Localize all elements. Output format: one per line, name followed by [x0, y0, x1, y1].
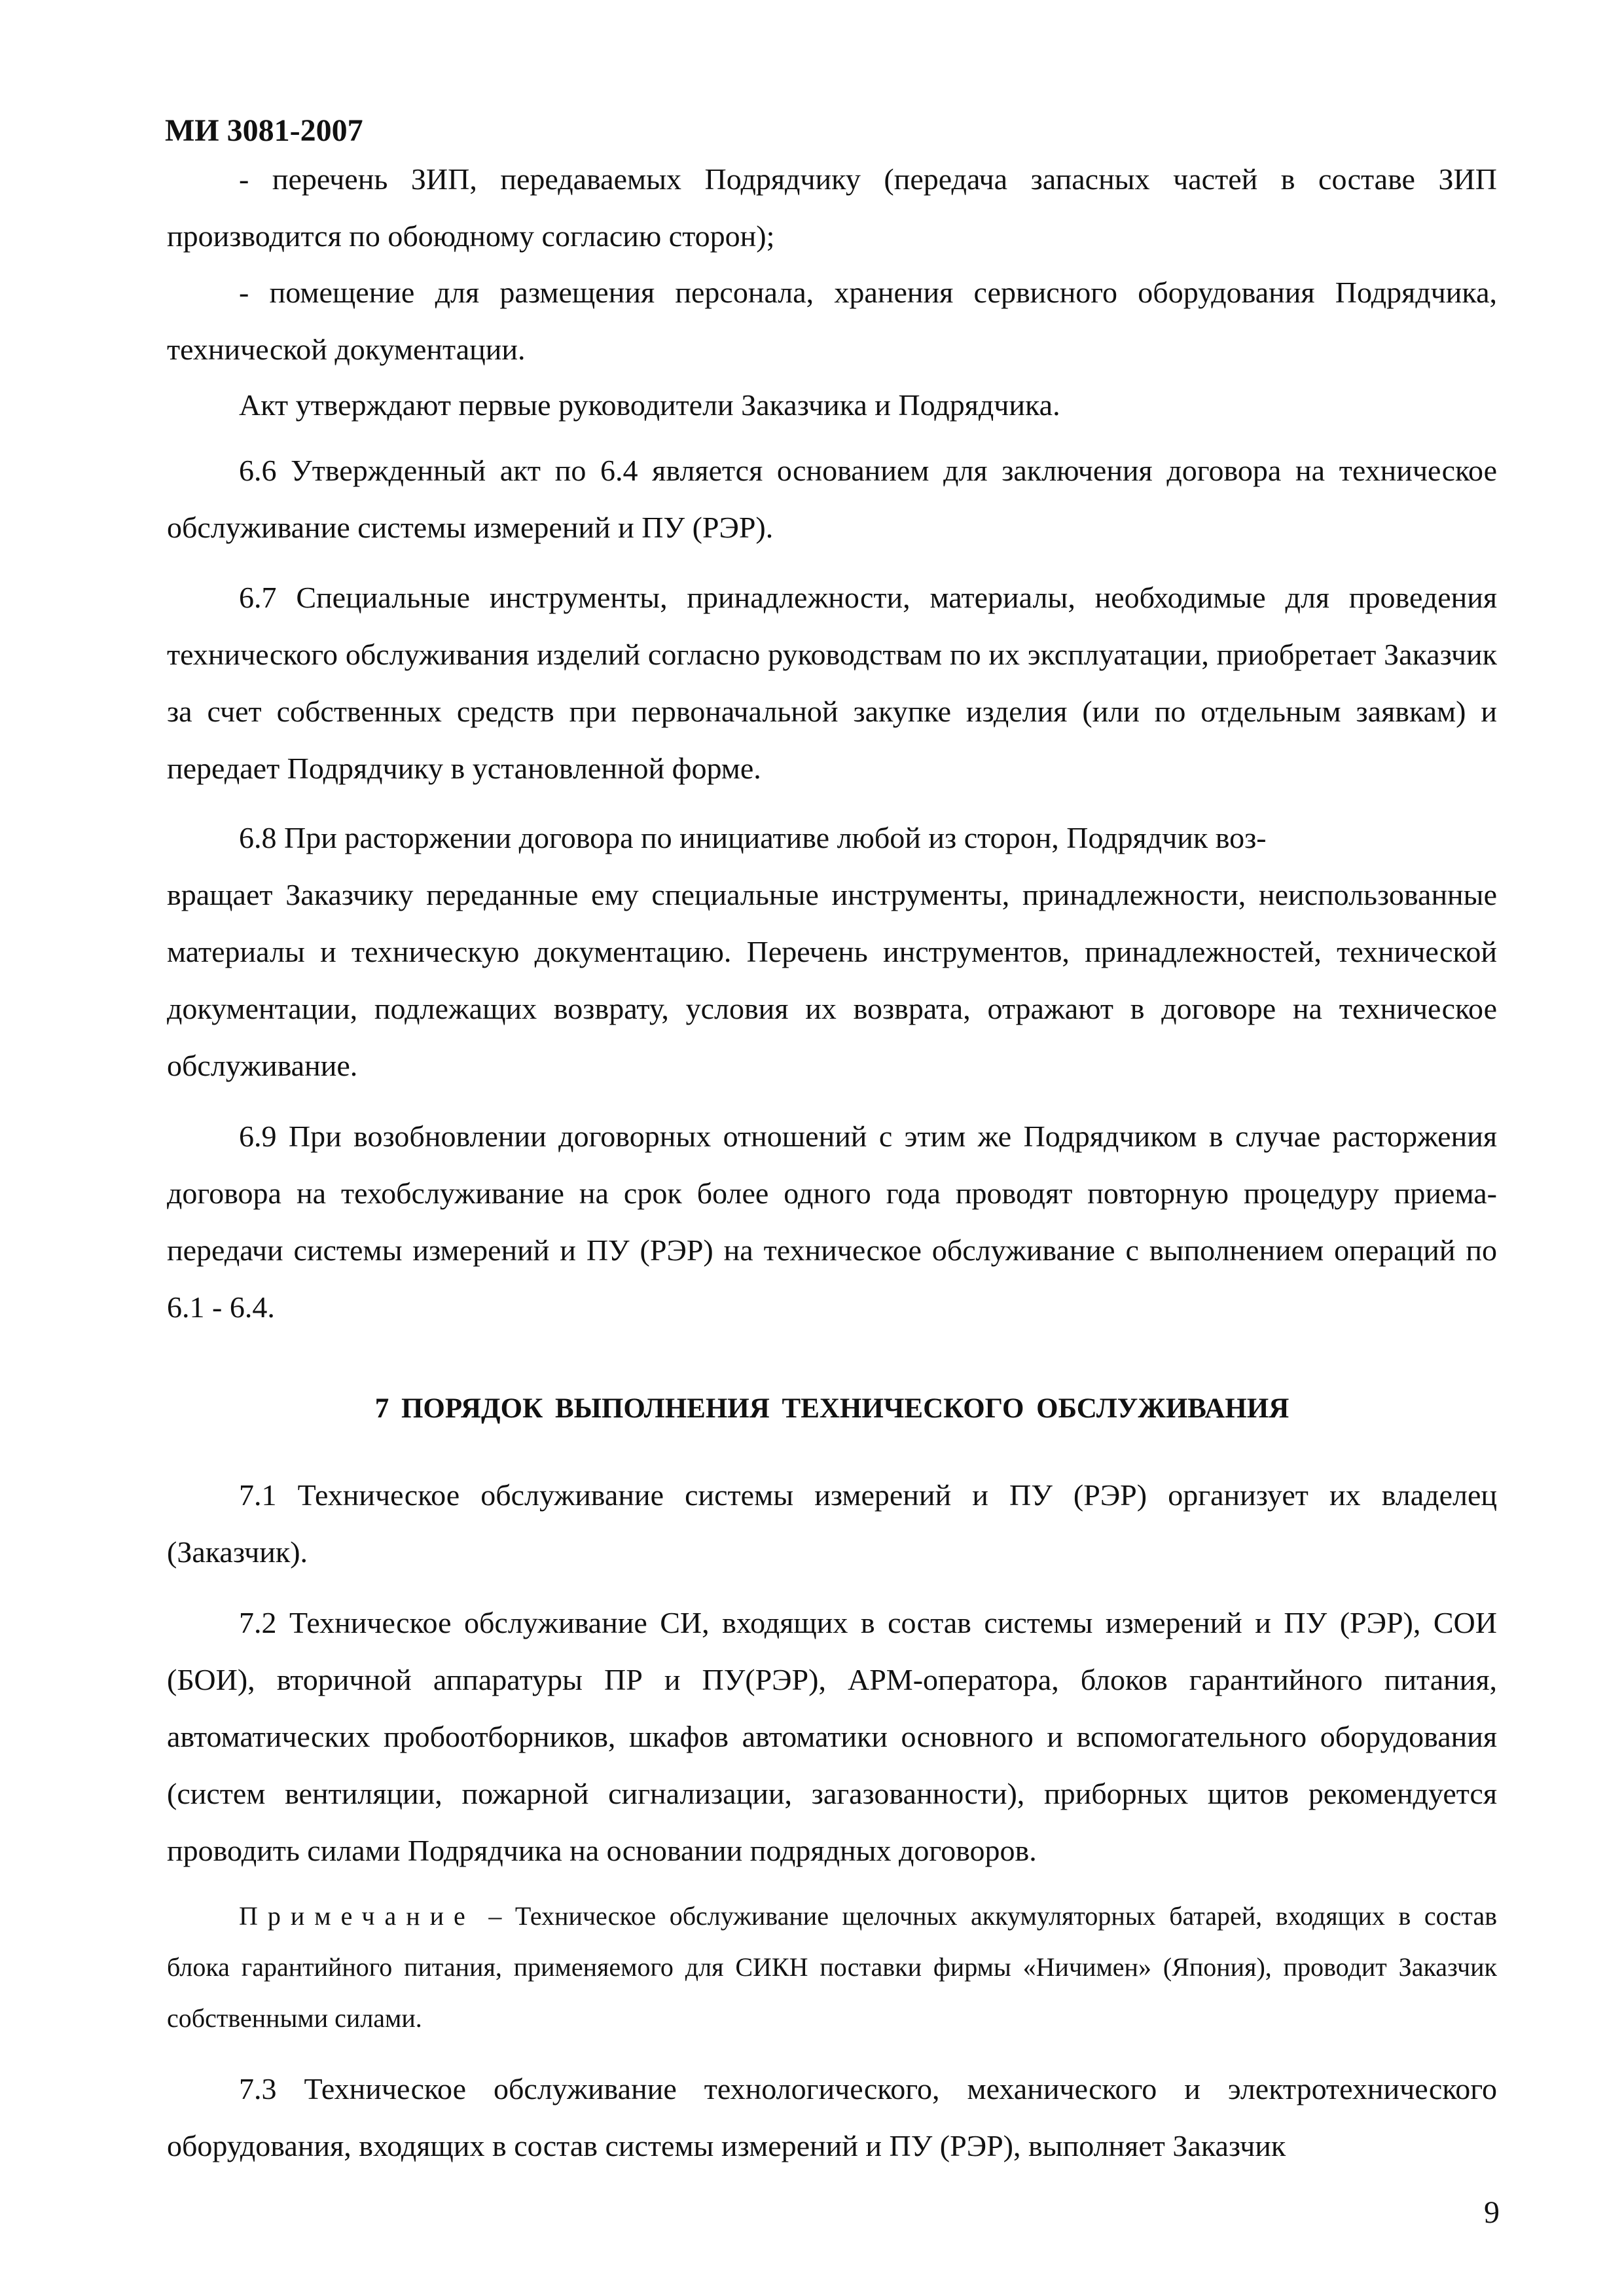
paragraph-6-9: 6.9 При возобновлении договорных отношений с этим же Подрядчиком в случае расторжения договора на техобслуживание на срок более одного года проводят повторную процедуру приема-передачи системы измерений и ПУ (РЭР) на техническое обслуживание с выполнением операций по 6.1 - 6.4.	[167, 1120, 1497, 1324]
section-heading: 7 ПОРЯДОК ВЫПОЛНЕНИЯ ТЕХНИЧЕСКОГО ОБСЛУЖИВАНИЯ	[374, 1393, 1290, 1424]
paragraph-7-2: 7.2 Техническое обслуживание СИ, входящих в состав системы измерений и ПУ (РЭР), СОИ (БОИ), вторичной аппаратуры ПР и ПУ(РЭР), АРМ-оператора, блоков гарантийного питания, автоматических пробоотборников, шкафов автоматики основного и вспомогательного оборудования (систем вентиляции, пожарной сигнализации, загазованности), приборных щитов рекомендуется проводить силами Подрядчика на основании подрядных договоров.	[167, 1606, 1497, 1867]
paragraph-6-8-continuation: вращает Заказчику переданные ему специальные инструменты, принадлежности, неиспользованные материалы и техническую документацию. Перечень инструментов, принадлежностей, технической документации, подлежащих возврату, условия их возврата, отражают в договоре на техническое обслуживание.	[167, 878, 1497, 1082]
note-text: – Техническое обслуживание щелочных аккумуляторных батарей, входящих в состав блока гарантийного питания, применяемого для СИКН поставки фирмы «Ничимен» (Япония), проводит Заказчик собственными силами.	[167, 1901, 1497, 2033]
note	[167, 1891, 1497, 2044]
note-label: Примечание	[239, 1901, 475, 1931]
page-number: 9	[1484, 2195, 1500, 2230]
paragraph-act-approval: Акт утверждают первые руководители Заказчика и Подрядчика.	[239, 388, 1060, 422]
paragraph-6-7: 6.7 Специальные инструменты, принадлежности, материалы, необходимые для проведения технического обслуживания изделий согласно руководствам по их эксплуатации, приобретает Заказчик за счет собственных средств при первоначальной закупке изделия (или по отдельным заявкам) и передает Подрядчику в установленной форме.	[167, 581, 1497, 785]
document-id: МИ 3081-2007	[165, 113, 363, 148]
paragraph-7-3: 7.3 Техническое обслуживание технологического, механического и электротехнического оборудования, входящих в состав системы измерений и ПУ (РЭР), выполняет Заказчик	[167, 2072, 1497, 2162]
paragraph-zip-list: - перечень ЗИП, передаваемых Подрядчику (передача запасных частей в составе ЗИП производится по обоюдному согласию сторон);	[167, 162, 1497, 253]
paragraph-7-1: 7.1 Техническое обслуживание системы измерений и ПУ (РЭР) организует их владелец (Заказчик).	[167, 1478, 1497, 1569]
paragraph-6-8-first-line: 6.8 При расторжении договора по инициативе любой из сторон, Подрядчик воз-	[239, 821, 1267, 854]
paragraph-room: - помещение для размещения персонала, хранения сервисного оборудования Подрядчика, технической документации.	[167, 276, 1497, 366]
paragraph-6-6: 6.6 Утвержденный акт по 6.4 является основанием для заключения договора на техническое обслуживание системы измерений и ПУ (РЭР).	[167, 454, 1497, 544]
